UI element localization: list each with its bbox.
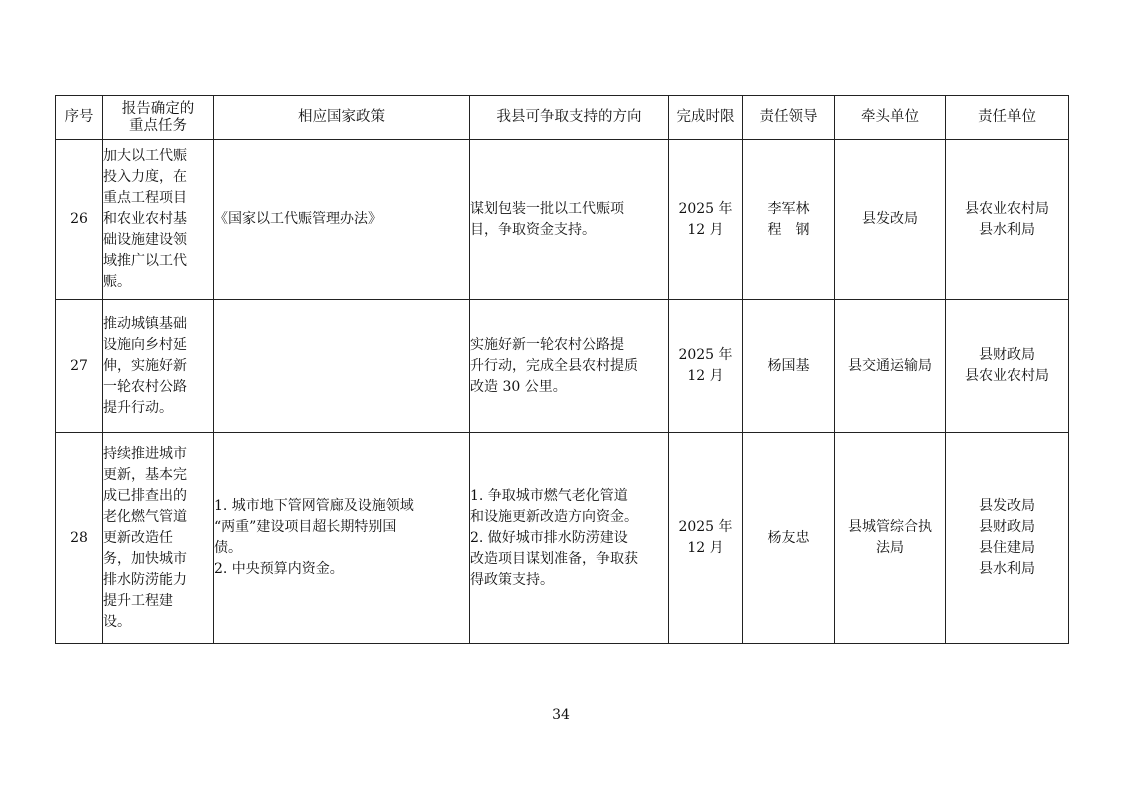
resp-unit-cell — [946, 300, 1069, 433]
policy-cell — [214, 300, 470, 433]
direction-cell-line: 得政策支持。 — [470, 571, 554, 588]
header-task — [103, 96, 214, 140]
task-cell-line: 设。 — [103, 613, 131, 630]
resp-unit-cell-line: 县农业农村局 — [965, 368, 1049, 384]
task-cell-line: 老化燃气管道 — [103, 508, 187, 525]
header-deadline: 完成时限 — [669, 96, 743, 140]
direction-cell-line: 1. 争取城市燃气老化管道 — [470, 487, 628, 504]
direction-cell-line: 谋划包装一批以工代赈项 — [470, 200, 624, 217]
task-table — [55, 95, 1069, 644]
task-cell-line: 推动城镇基础 — [103, 315, 187, 332]
header-leader: 责任领导 — [743, 96, 835, 140]
leader-cell-line: 杨友忠 — [767, 529, 810, 546]
direction-cell-line: 和设施更新改造方向资金。 — [470, 508, 638, 525]
lead-unit-cell — [835, 140, 946, 300]
direction-cell — [470, 300, 669, 433]
task-cell-line: 更新，基本完 — [103, 466, 187, 483]
resp-unit-cell-line: 县发改局 — [979, 498, 1035, 514]
deadline-cell-line: 2025 年 — [678, 200, 733, 217]
task-cell — [103, 300, 214, 433]
deadline-cell-line: 12 月 — [687, 368, 724, 384]
task-cell-line: 域推广以工代 — [103, 253, 187, 269]
task-cell-line: 加大以工代赈 — [103, 148, 187, 164]
deadline-cell-line: 2025 年 — [678, 519, 733, 535]
index-cell: 26 — [56, 140, 103, 300]
task-cell-line: 持续推进城市 — [103, 445, 187, 462]
direction-cell-line: 改造项目谋划准备，争取获 — [470, 550, 638, 567]
task-cell-line: 和农业农村基 — [103, 211, 187, 227]
leader-cell-line: 杨国基 — [767, 357, 810, 374]
header-lead-unit: 牵头单位 — [835, 96, 946, 140]
table-row — [56, 140, 1069, 300]
leader-cell-line: 李军林 — [767, 200, 810, 217]
direction-cell — [470, 433, 669, 644]
deadline-cell — [669, 300, 743, 433]
resp-unit-cell-line: 县水利局 — [979, 221, 1035, 238]
resp-unit-cell — [946, 140, 1069, 300]
lead-unit-cell-line: 法局 — [876, 540, 904, 556]
task-cell-line: 务，加快城市 — [103, 550, 187, 567]
task-cell-line: 更新改造任 — [103, 529, 173, 546]
resp-unit-cell-line: 县水利局 — [979, 561, 1035, 577]
table-row — [56, 433, 1069, 644]
resp-unit-cell-line: 县住建局 — [979, 540, 1035, 556]
deadline-cell — [669, 433, 743, 644]
direction-cell-line: 升行动，完成全县农村提质 — [470, 357, 638, 374]
direction-cell-line: 目，争取资金支持。 — [470, 221, 596, 238]
resp-unit-cell-line: 县财政局 — [979, 519, 1035, 535]
task-cell-line: 投入力度，在 — [103, 169, 187, 185]
index-cell: 27 — [56, 300, 103, 433]
lead-unit-cell-line: 县城管综合执 — [848, 519, 932, 535]
task-cell — [103, 140, 214, 300]
direction-cell-line: 2. 做好城市排水防涝建设 — [470, 529, 628, 546]
deadline-cell-line: 12 月 — [687, 221, 724, 238]
task-cell-line: 排水防涝能力 — [103, 571, 187, 588]
policy-cell-line: 2. 中央预算内资金。 — [214, 561, 344, 577]
task-cell-line: 成已排查出的 — [103, 487, 187, 504]
task-cell-line: 提升工程建 — [103, 592, 173, 609]
lead-unit-cell-line: 县发改局 — [862, 211, 918, 227]
task-cell — [103, 433, 214, 644]
deadline-cell-line: 12 月 — [687, 540, 724, 556]
resp-unit-cell-line: 县农业农村局 — [965, 200, 1049, 217]
task-cell-line: 设施向乡村延 — [103, 336, 187, 353]
header-row — [56, 96, 1069, 140]
policy-cell-line: “两重”建设项目超长期特别国 — [214, 519, 397, 535]
leader-cell — [743, 140, 835, 300]
header-policy: 相应国家政策 — [214, 96, 470, 140]
resp-unit-cell-line: 县财政局 — [979, 347, 1035, 363]
lead-unit-cell-line: 县交通运输局 — [848, 357, 932, 374]
task-cell-line: 伸，实施好新 — [103, 357, 187, 374]
direction-cell-line: 实施好新一轮农村公路提 — [470, 336, 624, 353]
task-cell-line: 重点工程项目 — [103, 190, 187, 206]
task-cell-line: 赈。 — [103, 274, 131, 290]
lead-unit-cell — [835, 300, 946, 433]
leader-cell-line: 程 钢 — [767, 221, 810, 238]
header-task-line2: 重点任务 — [129, 117, 187, 134]
page-number: 34 — [552, 707, 570, 723]
policy-cell-line: 1. 城市地下管网管廊及设施领域 — [214, 498, 414, 514]
direction-cell-line: 改造 30 公里。 — [470, 378, 567, 395]
deadline-cell-line: 2025 年 — [678, 347, 733, 363]
resp-unit-cell — [946, 433, 1069, 644]
header-index: 序号 — [56, 96, 103, 140]
lead-unit-cell — [835, 433, 946, 644]
task-cell-line: 础设施建设领 — [103, 232, 187, 248]
task-cell-line: 提升行动。 — [103, 399, 173, 416]
policy-cell — [214, 433, 470, 644]
leader-cell — [743, 433, 835, 644]
policy-cell — [214, 140, 470, 300]
direction-cell — [470, 140, 669, 300]
header-resp-unit: 责任单位 — [946, 96, 1069, 140]
table-row — [56, 300, 1069, 433]
index-cell: 28 — [56, 433, 103, 644]
task-cell-line: 一轮农村公路 — [103, 378, 187, 395]
header-direction: 我县可争取支持的方向 — [470, 96, 669, 140]
header-task-line1: 报告确定的 — [121, 100, 195, 117]
policy-cell-line: 《国家以工代赈管理办法》 — [214, 211, 382, 227]
table-body — [56, 140, 1069, 644]
policy-cell-line: 债。 — [214, 540, 242, 556]
leader-cell — [743, 300, 835, 433]
deadline-cell — [669, 140, 743, 300]
